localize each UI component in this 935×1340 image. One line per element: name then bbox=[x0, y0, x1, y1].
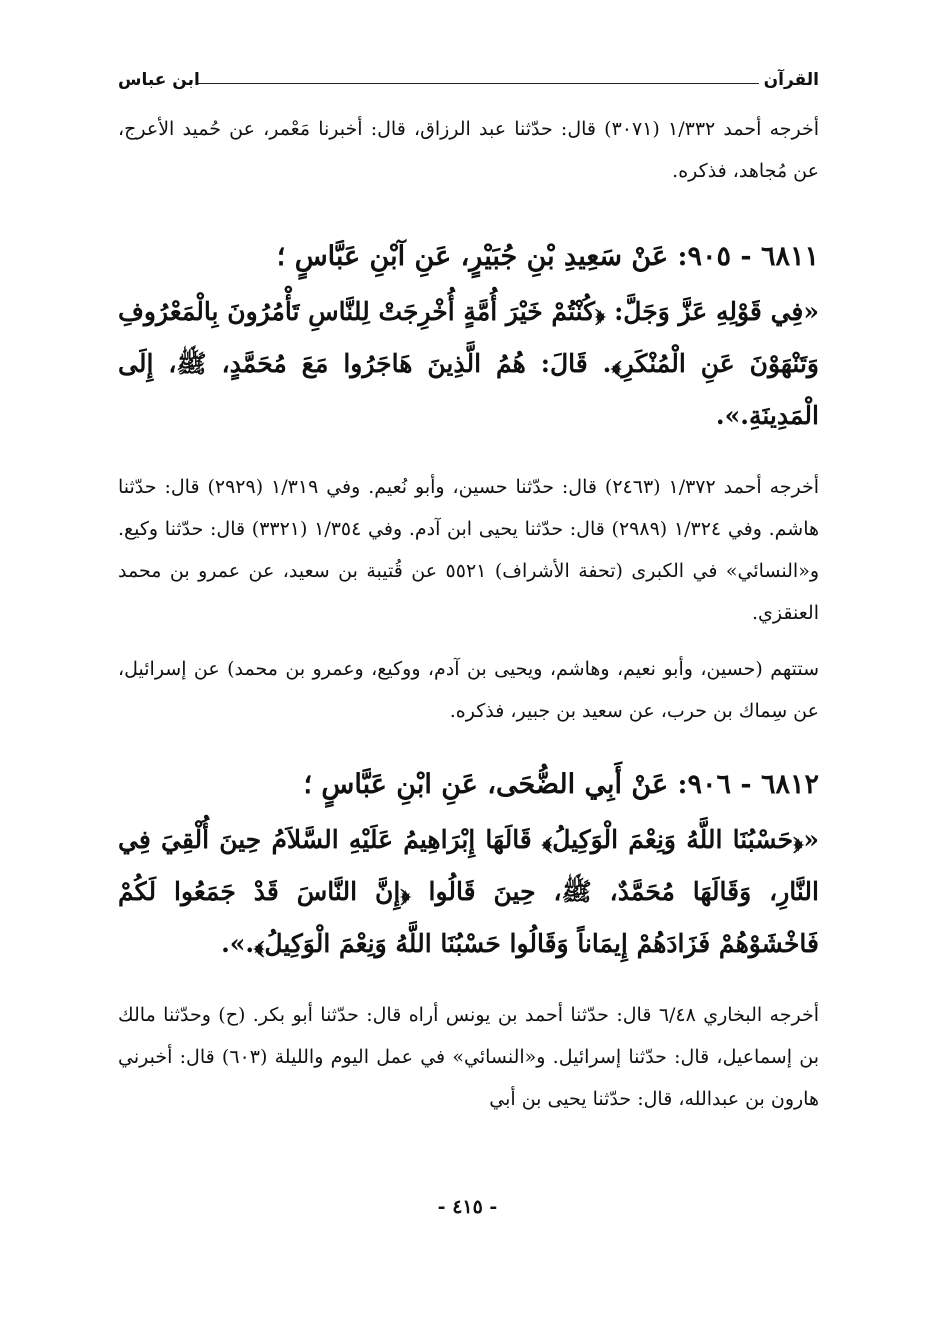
header-rule bbox=[198, 83, 759, 84]
running-header bbox=[118, 66, 819, 94]
takhrij-paragraph-top: أخرجه أحمد ١/٣٣٢ (٣٠٧١) قال: حدّثنا عبد الرزاق، قال: أخبرنا مَعْمر، عن حُميد الأعرج، عن مُجاهد، فذكره. bbox=[118, 118, 820, 182]
isnad-paragraph-6811: ستتهم (حسين، وأبو نعيم، وهاشم، ويحيى بن آدم، ووكيع، وعمرو بن محمد) عن إسرائيل، عن سِماك بن حرب، عن سعيد بن جبير، فذكره. bbox=[118, 658, 819, 722]
hadith-text-6811: «فِي قَوْلِهِ عَزَّ وَجَلَّ: ﴿كُنْتُمْ خَيْرَ أُمَّةٍ أُخْرِجَتْ لِلنَّاسِ تَأْمُرُونَ بِالْمَعْرُوفِ وَتَنْهَوْنَ عَنِ الْمُنْكَرِ﴾. قَالَ: هُمُ الَّذِينَ هَاجَرُوا مَعَ مُحَمَّدٍ، ﷺ، إِلَى الْمَدِينَةِ.». bbox=[118, 297, 819, 430]
takhrij-paragraph-6812: أخرجه البخاري ٦/٤٨ قال: حدّثنا أحمد بن يونس أراه قال: حدّثنا أبو بكر. (ح) وحدّثنا مالك بن إسماعيل، قال: حدّثنا إسرائيل. و«النسائي» في عمل اليوم والليلة (٦٠٣) قال: أخبرني هارون بن عبدالله، قال: حدّثنا يحيى بن أبي bbox=[118, 1004, 820, 1110]
hadith-heading-6812: ٦٨١٢ - ٩٠٦: عَنْ أَبِي الضُّحَى، عَنِ ابْنِ عَبَّاسٍ ؛ bbox=[303, 769, 819, 800]
takhrij-paragraph-6811: أخرجه أحمد ١/٣٧٢ (٢٤٦٣) قال: حدّثنا حسين، وأبو نُعيم. وفي ١/٣١٩ (٢٩٢٩) قال: حدّثنا هاشم. وفي ١/٣٢٤ (٢٩٨٩) قال: حدّثنا يحيى ابن آدم. وفي ١/٣٥٤ (٣٣٢١) قال: حدّثنا وكيع. و«النسائي» في الكبرى (تحفة الأشراف) ٥٥٢١ عن قُتيبة بن سعيد، عن عمرو بن محمد العنقزي. bbox=[118, 476, 820, 624]
page-number: - ٤١٥ - bbox=[437, 1196, 498, 1218]
hadith-heading-6811: ٦٨١١ - ٩٠٥: عَنْ سَعِيدِ بْنِ جُبَيْرٍ، عَنِ آبْنِ عَبَّاسٍ ؛ bbox=[276, 241, 819, 272]
page-body bbox=[118, 108, 819, 1134]
running-header-title: ابن عباس bbox=[118, 70, 200, 90]
running-header-section: القرآن bbox=[763, 70, 819, 90]
hadith-text-6812: «﴿حَسْبُنَا اللَّهُ وَنِعْمَ الْوَكِيلُ﴾ قَالَهَا إِبْرَاهِيمُ عَلَيْهِ السَّلاَمُ حِينَ أُلْقِيَ فِي النَّارِ، وَقَالَهَا مُحَمَّدٌ، ﷺ، حِينَ قَالُوا ﴿إِنَّ النَّاسَ قَدْ جَمَعُوا لَكُمْ فَاخْشَوْهُمْ فَزَادَهُمْ إِيمَاناً وَقَالُوا حَسْبُنَا اللَّهُ وَنِعْمَ الْوَكِيلُ﴾.». bbox=[118, 825, 819, 958]
